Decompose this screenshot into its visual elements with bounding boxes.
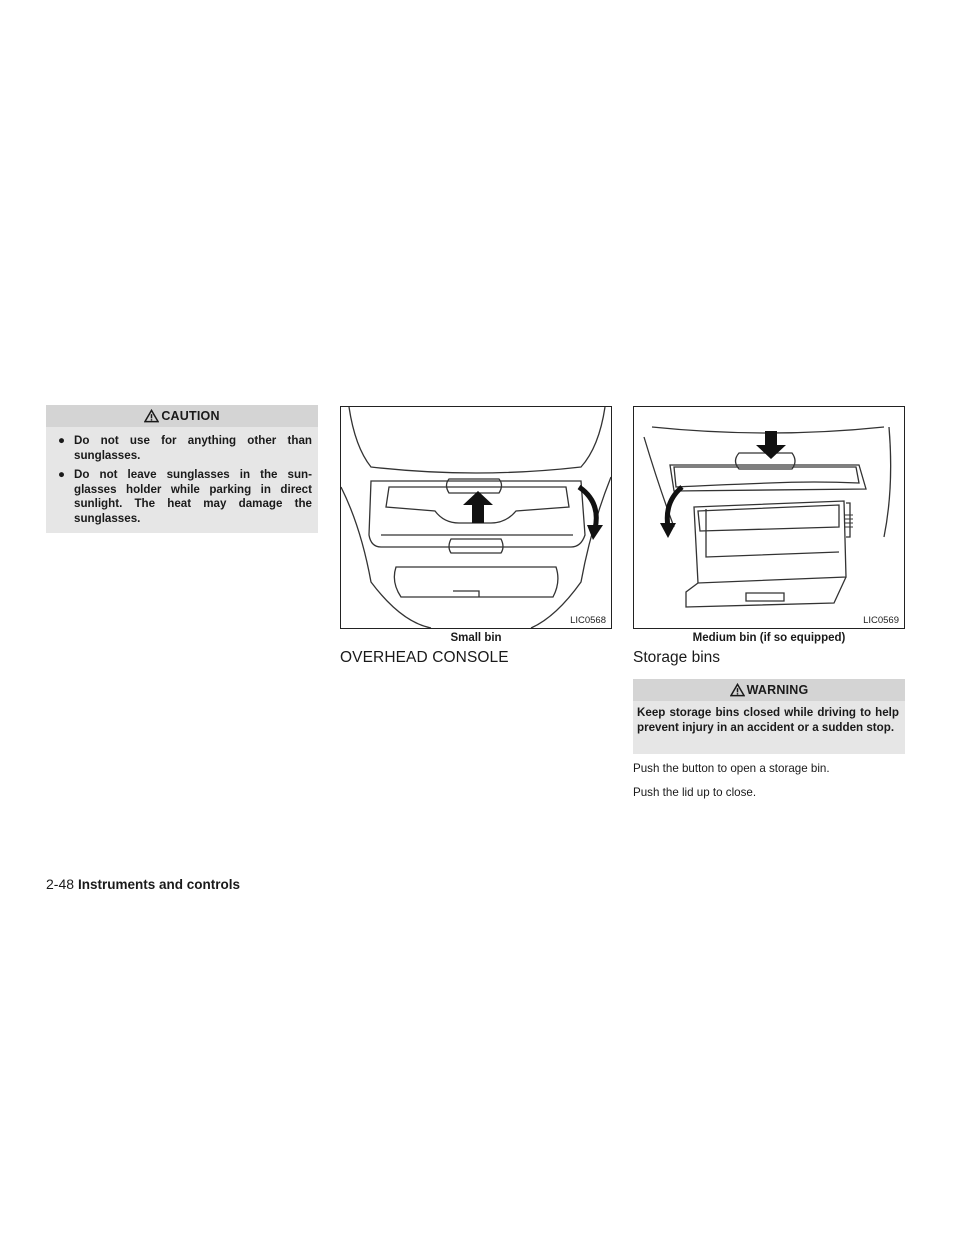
figure-code: LIC0569 (863, 615, 899, 626)
small-bin-figure (340, 406, 612, 629)
warning-header (633, 679, 905, 701)
caution-item (58, 468, 312, 526)
small-bin-illustration (341, 407, 611, 628)
subsection-heading: Storage bins (633, 649, 721, 666)
caution-item-text: Do not leave sunglasses in the sun-glasses holder while parking in direct sunlight. The heat may damage the sunglasses. (74, 468, 312, 525)
bullet-icon: ● (58, 468, 66, 481)
medium-bin-figure (633, 406, 905, 629)
figure-code: LIC0568 (570, 615, 606, 626)
caution-item (58, 434, 312, 463)
section-heading: OVERHEAD CONSOLE (340, 649, 509, 666)
page-number: 2-48 (46, 876, 75, 892)
warning-icon (730, 683, 745, 697)
figure-caption: Medium bin (if so equipped) (692, 632, 846, 644)
paragraph: Push the button to open a storage bin. (633, 762, 830, 775)
caution-list (46, 427, 318, 526)
paragraph: Push the lid up to close. (633, 786, 757, 799)
caution-box (46, 405, 318, 533)
medium-bin-illustration (634, 407, 904, 628)
caution-icon (144, 409, 159, 423)
page-footer (46, 876, 240, 892)
figure-caption: Small bin (450, 632, 502, 644)
chapter-title: Instruments and controls (78, 877, 241, 892)
caution-header (46, 405, 318, 427)
caution-item-text: Do not use for anything other than sunglasses. (74, 434, 312, 462)
warning-box (633, 679, 905, 754)
warning-text: Keep storage bins closed while driving to help prevent injury in an accident or a sudden stop. (637, 706, 899, 734)
bullet-icon: ● (58, 434, 66, 447)
caution-heading: CAUTION (161, 409, 220, 423)
warning-heading: WARNING (746, 683, 809, 697)
